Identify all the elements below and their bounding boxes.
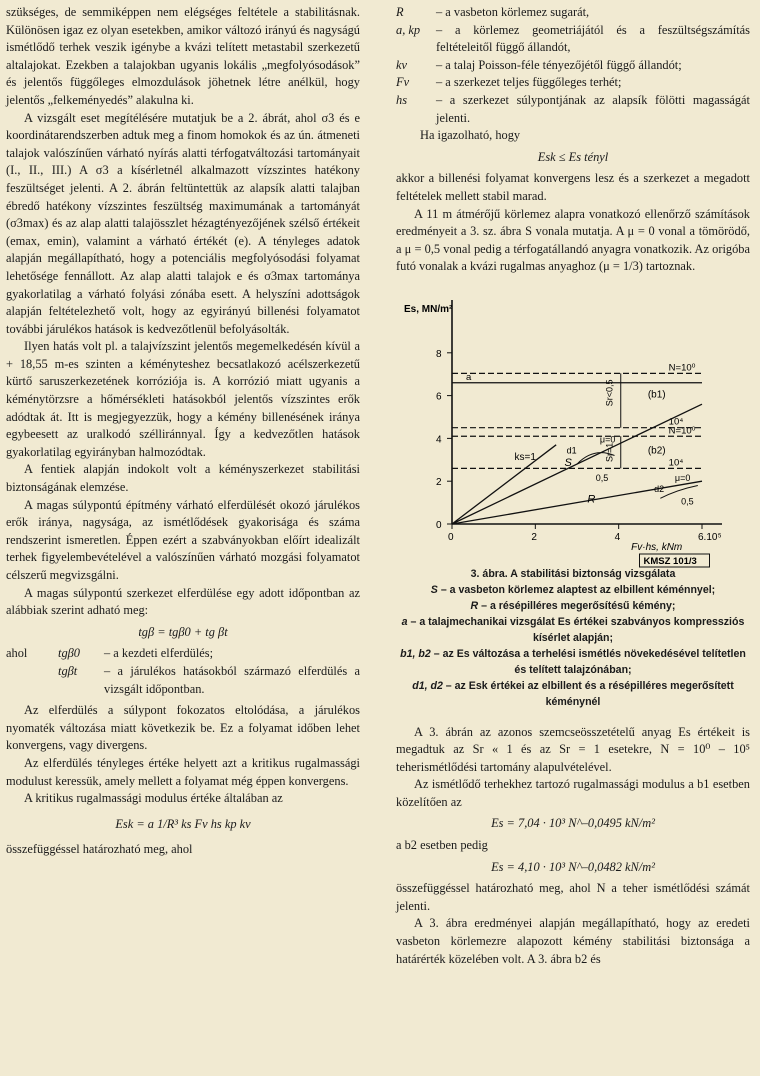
paragraph: A fentiek alapján indokolt volt a kéményszerkezet stabilitási biztonságának elemzése. [6, 462, 360, 495]
definition-row [396, 22, 750, 57]
definition-row [396, 74, 750, 92]
equation-b2: Es = 4,10 · 10³ N^–0,0482 kN/m² [491, 859, 655, 874]
definition-text: – a vasbeton körlemez sugarát, [436, 5, 590, 19]
paragraph: összefüggéssel határozható meg, ahol N a teher ismétlődési számát jelenti. [396, 881, 750, 913]
equation-b1: Es = 7,04 · 10³ N^–0,0495 kN/m² [491, 816, 655, 831]
annotation-b2: (b2) [647, 445, 666, 457]
paragraph: A vizsgált eset megítélésére mutatjuk be a 2. ábrát, ahol σ3 és e koordinátarendszerben adtuk meg a finom homokok és az ún. átmeneti talajok valószínűen várható nyírás alatti térfogatváltozási tartományait (I., II., III.) A σ3 a kísérletnél alkalmazott vízszintes hatékony feszültséget jelenti. A 2. ábrán feltüntettük az alapsík alatti talajban ébredő hatékony vízszintes feszültség maximumának a tartományát (σ3max) és az alap alatti talajösszlet hézagtényezőjének szélső értékeit (emax, emin), valamint a várható értékét (e). A tényleges adatok alapján megállapítható, hogy a potenciális megfolyósodási folyamat lehetősége fennállott. Az alap alatti talajok e és σ3max tartománya gyakorlatilag a várható folyási zónába esett. A helyszíni adottságok alapján feltételezhető volt, hogy az egyirányú billenési folyamatot további járulékos hatások is kedvezőtlenül befolyásolták. [6, 110, 360, 336]
paragraph: A 3. ábrán az azonos szemcseösszetételű anyag Es értékeit is megadtuk az Sr « 1 és az Sr = 1 esetekre, N = 10⁰ – 10⁵ teherismétlődési tartomány alapulvételével. [396, 724, 750, 774]
legend-symbol: b1, b2 [400, 647, 434, 660]
es-line-label: a [466, 371, 472, 383]
paragraph: Az elferdülés a súlypont fokozatos eltolódása, a járulékos nyomaték változása miatt következik be. Ez a folyamat időben lehet konvergens, vagy divergens. [6, 703, 360, 753]
legend-symbol: S [430, 583, 441, 596]
chart-svg [396, 284, 750, 567]
annotation-mu05: 0,5 [681, 496, 694, 507]
y-tick-label: 6 [436, 391, 442, 403]
annotation-b1: (b1) [647, 389, 666, 401]
equation-tgbeta: tgβ = tgβ0 + tg βt [138, 624, 228, 639]
legend-text: – a talajmechanikai vizsgálat Es értékei szabványos kompressziós kísérlet alapján; [410, 615, 745, 644]
legend-text: – az Es változása a terhelési ismétlés növekedésével telítetlen és telített talajzónában; [433, 647, 746, 676]
series-label-s: S [564, 457, 572, 470]
series-label-ks: ks=1 [514, 451, 536, 463]
annotation-mu05: 0,5 [595, 473, 609, 484]
x-axis-label: Fv·hs, kNm [631, 541, 683, 553]
y-tick-label: 8 [436, 348, 442, 360]
definition-row [6, 663, 360, 698]
paragraph: Ha igazolható, hogy [420, 128, 521, 143]
paragraph: a b2 esetben pedig [396, 838, 488, 853]
x-tick-label: 2 [531, 531, 537, 543]
definition-symbol: kv [396, 57, 407, 72]
paragraph: Az ismétlődő terhekhez tartozó rugalmassági modulus a b1 esetben közelítően az [396, 777, 750, 809]
x-tick-label: 0 [448, 531, 454, 543]
stamp-text: KMSZ 101/3 [643, 555, 697, 567]
paragraph: akkor a billenési folyamat konvergens lesz és a szerkezet a megadott feltételek mellett stabil marad. [396, 171, 750, 203]
definition-text: – a szerkezet teljes függőleges terhét; [436, 75, 622, 90]
definition-symbol: tgβ0 [58, 646, 81, 661]
paragraph: A magas súlypontú szerkezet elferdülése egy adott időpontban az alábbiak szerint adható meg: [6, 585, 360, 618]
legend-entry [396, 582, 750, 598]
annotation-mu0: μ=0 [599, 434, 616, 445]
legend-text: – a résépilléres megerősítésű kémény; [481, 599, 676, 612]
left-column [6, 4, 360, 859]
series-label-r: R [587, 493, 596, 506]
definition-symbol: hs [396, 92, 408, 107]
legend-symbol: d1, d2 [412, 679, 446, 692]
legend-entry [396, 646, 750, 678]
definition-row [6, 645, 360, 663]
caption-legend [396, 582, 750, 710]
annotation-mu0: μ=0 [674, 473, 691, 484]
paragraph: szükséges, de semmiképpen nem elégséges feltétele a stabilitásnak. Különösen igaz ez olyan esetekben, amikor változó irányú és nagyságú ismétlődő terhek veszik igénybe a kvázi telített metastabil szerkezetű altalajokat. Ezekben a talajokban ugyanis lokális „megfolyósodások” és jelentős függőleges elmozdulások jöhetnek létre anélkül, hogy jelentős „felkeményedés” alakulna ki. [6, 5, 360, 107]
annotation-sr1: Sr<0,5 [604, 379, 615, 407]
annotation-d1: d1 [566, 445, 577, 456]
definition-symbol: R [396, 5, 404, 19]
paragraph: Ilyen hatás volt pl. a talajvízszint jelentős megemelkedésén kívül a + 18,55 m-es szinten a kéményteshez becsatlakozó acélszerkezetű kürtő saruszerkezetének korróziója is. A korrózió miatt ugyanis a kéménytörzsre a hőmérsékleti hatásokból jelentős vízszintes erők adódtak át. Itt is megjegyezzük, hogy a kémény billenésének iránya egybeesett az uralkodó szélliránnyal. Így a kedvezőtlen hatások gyakorlatilag egyirányban halmozódtak. [6, 339, 360, 459]
legend-text: – az Esk értékei az elbillent és a résépilléres megerősített kéménynél [445, 679, 734, 708]
definition-text: – a szerkezet súlypontjának az alapsík fölötti magasságát jelenti. [436, 92, 750, 125]
legend-entry [396, 598, 750, 614]
definition-text: – a járulékos hatásokból származó elferdülés a vizsgált időpontban. [104, 663, 360, 696]
legend-symbol: R [470, 599, 482, 612]
es-line-label: N=10⁰ [668, 362, 696, 374]
y-tick-label: 0 [436, 519, 442, 531]
legend-entry [396, 678, 750, 710]
definition-symbol: tgβt [58, 663, 78, 678]
x-tick-label: 4 [614, 531, 621, 543]
series-line-ks1 [452, 445, 556, 524]
annotation-d2: d2 [654, 483, 665, 494]
paragraph: A 11 m átmérőjű körlemez alapra vonatkozó ellenőrző számítások eredményeit a 3. sz. ábra S vonala mutatja. A μ = 0 vonal a tömörödő, a μ = 0,5 vonal pedig a térfogatállandó anyagra vonatkozik. Az origóba futó vonalak a kvázi rugalmas anyaghoz (μ = 1/3) tartoznak. [396, 206, 750, 274]
definition-row [396, 4, 750, 22]
es-line-label: 10⁴ [668, 457, 684, 469]
definition-list [396, 4, 750, 127]
figure-caption [396, 566, 750, 710]
definition-row [396, 57, 750, 75]
paragraph: összefüggéssel határozható meg, ahol [6, 842, 193, 857]
definition-symbol: a, kp [396, 22, 421, 37]
right-column [396, 4, 750, 968]
legend-entry [396, 614, 750, 646]
y-axis-label: Es, MN/m² [404, 303, 453, 315]
caption-title: 3. ábra. A stabilitási biztonság vizsgálata [470, 567, 676, 580]
definition-symbol: Fv [396, 75, 410, 90]
es-line-label: 10⁴ [668, 416, 684, 428]
y-tick-label: 2 [436, 477, 442, 489]
paragraph: A 3. ábra eredményei alapján megállapítható, hogy az eredeti vasbeton körlemezre alapozott kémény stabilitási biztonsága a határérték közelében volt. A 3. ábra b2 és [396, 916, 750, 966]
definition-row [396, 92, 750, 127]
y-tick-label: 4 [436, 434, 442, 446]
es-line-label: N=10⁰ [668, 425, 696, 437]
figure-3-chart [396, 284, 750, 567]
legend-text: – a vasbeton körlemez alaptest az elbillent kéménnyel; [440, 583, 716, 596]
paragraph: A kritikus rugalmassági modulus értéke általában az [24, 791, 283, 806]
series-line-R [452, 481, 702, 524]
definition-text: – a talaj Poisson-féle tényezőjétől függő állandót; [436, 57, 682, 72]
paragraph: Az elferdülés tényleges értéke helyett azt a kritikus rugalmassági modulust keressük, amely mellett a folyamat még éppen konvergens. [6, 755, 360, 788]
annotation-sr2: Sr=1 [604, 442, 615, 462]
definition-text: – a körlemez geometriájától és a feszültségszámítás feltételeitől függő állandót, [436, 22, 750, 55]
definition-text: – a kezdeti elferdülés; [104, 646, 214, 661]
paragraph: A magas súlypontú építmény várható elferdülését okozó járulékos erők iránya, nagysága, az ismétlődések gyakorisága és száma rendszerint ismeretlen. Éppen ezért a szabványokban előírt idealizált terhek figyelembevételével a valószínűen várható mozgási folyamatot célszerű megvizsgálni. [6, 497, 360, 582]
equation-esk: Esk = a 1/R³ ks Fv hs kp kv [115, 816, 251, 831]
where-label: ahol [6, 646, 28, 661]
series-line-S [452, 404, 702, 524]
legend-symbol: a [401, 615, 411, 628]
equation-condition: Esk ≤ Es tényl [537, 149, 609, 164]
x-tick-label: 6.10⁵ [698, 531, 722, 543]
